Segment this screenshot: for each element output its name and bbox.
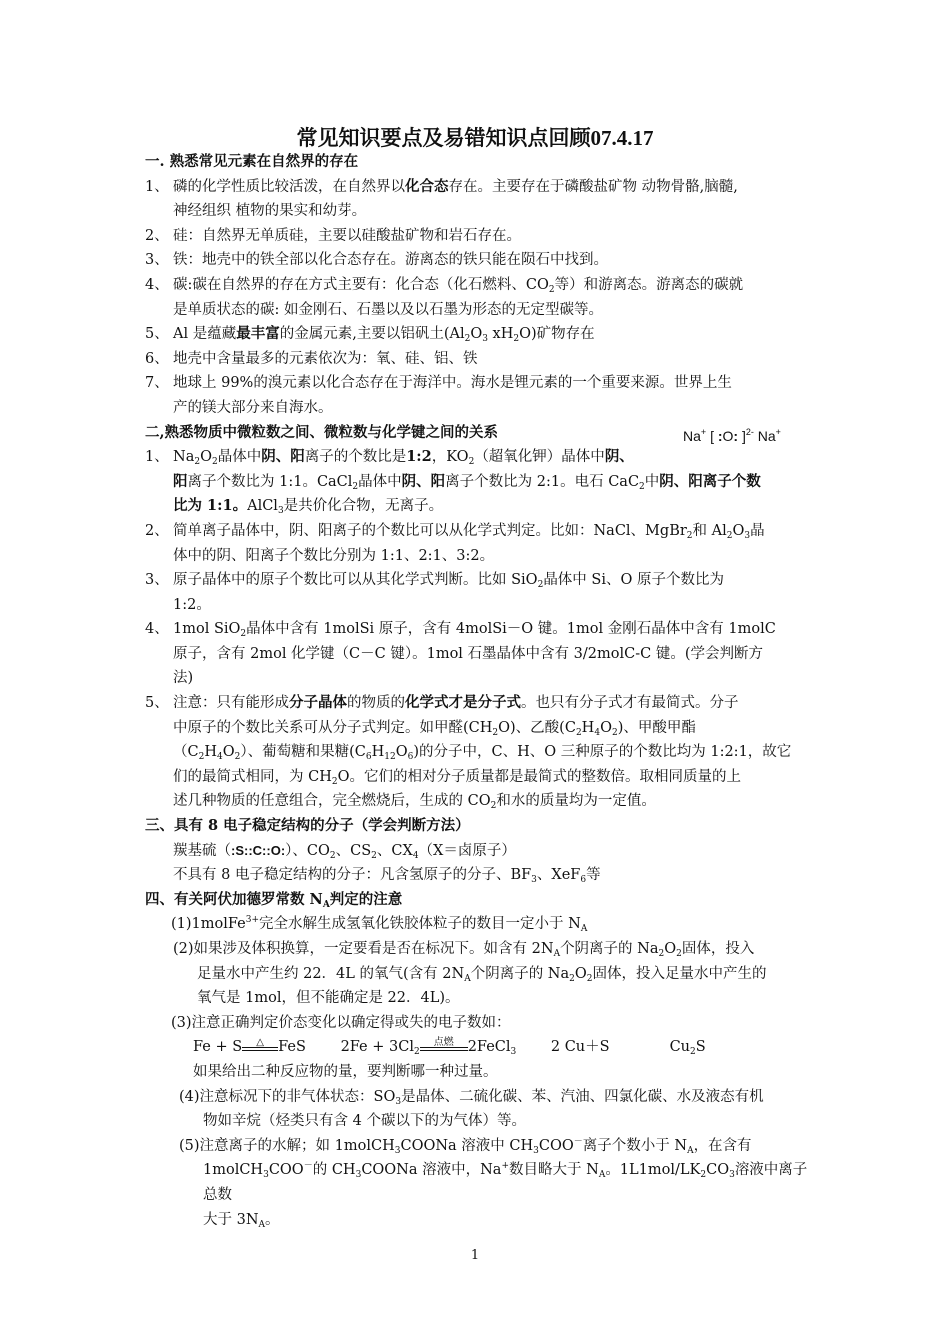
note-1: (1)1molFe$^{3+}$完全水解生成氢氧化铁胶体粒子的数目一定小于 $N_A$ [171,915,588,935]
carbonyl-sulfide-line: 羰基硫（:S::C::O:）、$CO_2$、$CS_2$、$CX_4(X=$卤原子） [173,842,516,861]
section-heading-1: 一. 熟悉常见元素在自然界的存在 [145,153,359,170]
page-number: 1 [470,1248,480,1263]
reaction-equations [145,1035,810,1060]
list-item: 4、 碳:碳在自然界的存在方式主要有：化合态（化石燃料、$CO_2$等）和游离态。游离态的碳就 是单质状态的碳: 如金刚石、石墨以及以石墨为形态的无定型碳等。 [145,276,744,318]
equation-fe-cl2: $2Fe + 3Cl_2$ 点燃 2FeCl$_3$ [340,1037,517,1058]
note-2: (2)如果涉及体积换算，一定要看是否在标况下。如含有 $2N_A$个阴离子的 $Na_2O_2$固体，投入 足量水中产生约 22．4L 的氧气(含有 $2N_A$个阴离子的 $Na_2O_2$固体，投入足量水中产生的 氧气是 1mol，但不能确定是 22．4L)。 [173,941,767,1007]
cos-electron-formula: :S::C::O: [231,842,286,858]
list-item: 2、 硅：自然界无单质硅，主要以硅酸盐矿物和岩石存在。 [145,227,521,244]
note-5: (5)注意离子的水解；如 1molCH$_3$COONa 溶液中 $CH_3COO^-$离子个数小于 $N_A$，在含有 1molCH$_3$COO－的 $CH_3COONa$ 溶液中，Na+数目略大于 $N_A$。$1L1mol/LK_2CO_3$溶液中离子总数 大于 $3N_A$。 [179,1136,808,1230]
list-item: 1、 $Na_2O_2$晶体中阴、阳离子的个数比是1:2，$KO_2$（超氧化钾）晶体中阴、 阳离子个数比为 1:1。CaCl$_2$晶体中阴、阳离子个数比为 2:1。电石 CaC$_2$中阴、阳离子个数 比为 1:1。AlCl$_3$是共价化合物，无离子。 [145,448,761,517]
note-4: (4)注意标况下的非气体状态：$SO_3$是晶体、二硫化碳、苯、汽油、四氯化碳、水及液态有机 物如辛烷（烃类只有含 4 个碳以下的为气体）等。 [179,1088,764,1130]
ignite-arrow-icon: 点燃 [420,1040,468,1054]
title-date: 07.4.17 [590,126,654,150]
note-3: (3)注意正确判定价态变化以确定得或失的电子数如： [171,1014,511,1031]
non-octet-line: 不具有 8 电子稳定结构的分子：凡含氢原子的分子、$BF_3$、XeF$_6$等 [173,867,601,886]
list-item: 1、 磷的化学性质比较活泼，在自然界以化合态存在。主要存在于磷酸盐矿物 动物骨骼,脑髓, 神经组织 植物的果实和幼芽。 [145,177,738,220]
equation-cu-s: 2 Cu＋S $Cu_2S$ [550,1039,706,1058]
list-item: 6、 地壳中含量最多的元素依次为：氧、硅、铝、铁 [145,350,478,367]
sodium-peroxide-electron-formula: Na+ [ :O: ]$^{2-}$ Na+ [683,427,781,444]
list-item: 4、 1mol SiO$_2$晶体中含有 1molSi 原子，含有 4molSi－O 键。1mol 金刚石晶体中含有 1molC 原子，含有 2mol 化学键（C－C 键）。1mol 石墨晶体中含有 3/2molC-C 键。(学会判断方 法) [145,621,776,687]
list-item: 2、 简单离子晶体中，阴、阳离子的个数比可以从化学式判定。比如：NaCl、MgBr$_2$和 $Al_2O_3$晶 体中的阴、阳离子个数比分别为 1:1、2:1、3:2。 [145,522,765,564]
document-body [145,150,810,1232]
equation-fe-s: Fe + S △ FeS [193,1037,306,1056]
list-item: 5、 注意：只有能形成分子晶体的物质的化学式才是分子式。也只有分子式才有最简式。分子 中原子的个数比关系可从分子式判定。如甲醛$(CH_2O)$、乙酸$(C_2H_4O_2)$、甲酸甲酯 $(C_2H_4O_2)$、葡萄糖和果糖$(C_6H_{12}O_6)$的分子中，C、H、O 三种原子的个数比均为 1:2:1，故它 们的最简式相同，为 $CH_2O$。它们的相对分子质量都是最简式的整数倍。取相同质量的上 述几种物质的任意组合，完全燃烧后，生成的 $CO_2$和水的质量均为一定值。 [145,694,792,812]
note-3-followup: 如果给出二种反应物的量，要判断哪一种过量。 [193,1063,498,1080]
list-item: 5、 Al 是蕴藏最丰富的金属元素,主要以铝矾土($Al_2O_3$ $xH_2O$)矿物存在 [145,325,595,345]
section-heading-4: 四、有关阿伏加德罗常数 $N_A$判定的注意 [145,890,403,910]
list-item: 3、 铁：地壳中的铁全部以化合态存在。游离态的铁只能在陨石中找到。 [145,252,608,269]
section-heading-3: 三、具有 8 电子稳定结构的分子（学会判断方法） [145,817,470,835]
list-item: 3、 原子晶体中的原子个数比可以从其化学式判断。比如 SiO$_2$晶体中 Si、O 原子个数比为 1:2。 [145,572,724,613]
heat-arrow-icon: △ [242,1040,278,1054]
page-title: 常见知识要点及易错知识点回顾07.4.17 [296,125,654,150]
list-item: 7、 地球上 99%的溴元素以化合态存在于海洋中。海水是锂元素的一个重要来源。世界上生 产的镁大部分来自海水。 [145,375,732,416]
section-heading-2: 二,熟悉物质中微粒数之间、微粒数与化学键之间的关系 [145,423,499,441]
